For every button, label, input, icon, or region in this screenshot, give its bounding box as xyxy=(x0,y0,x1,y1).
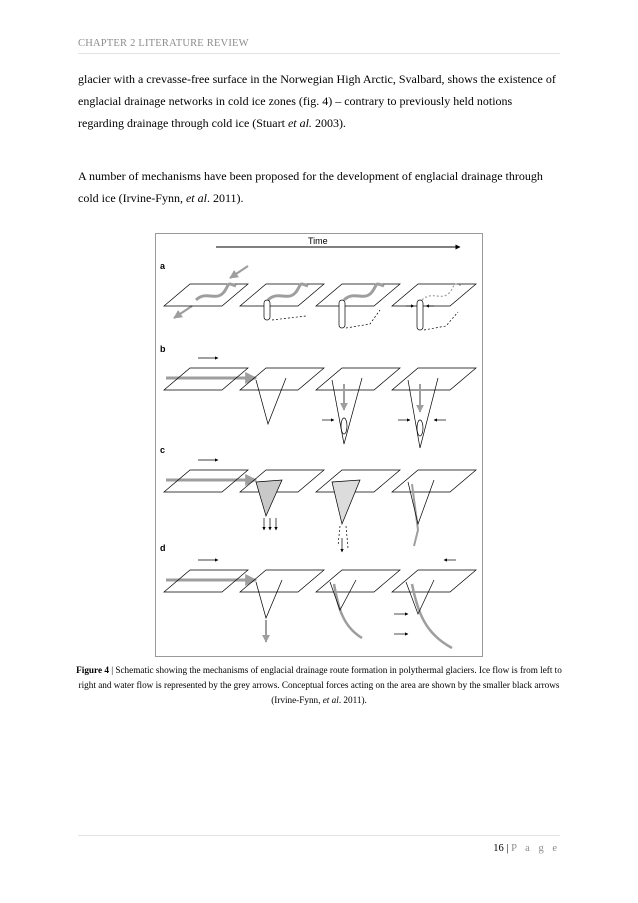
panel-c-dash-3a xyxy=(338,526,340,546)
panel-b-crevasse-3 xyxy=(332,378,362,444)
header-divider xyxy=(78,53,560,54)
panel-label-a: a xyxy=(160,261,166,271)
panel-d xyxy=(164,560,476,648)
panel-a-conduit-3 xyxy=(339,300,345,328)
panel-c-channel-4 xyxy=(412,484,418,546)
panel-b-sheet-3 xyxy=(316,368,400,390)
panel-d-sheet-4 xyxy=(392,570,476,592)
panel-a-conduit-4 xyxy=(417,300,423,330)
figure-caption xyxy=(72,663,566,708)
panel-d-sheet-3 xyxy=(316,570,400,592)
panel-c-wedge-2 xyxy=(256,480,282,516)
panel-a-trace-2 xyxy=(272,316,306,320)
paragraph-1-text-a: glacier with a crevasse-free surface in the Norwegian High Arctic, Svalbard, shows the existence of englacial drainage networks in cold ice zones (fig. 4) – contrary to previously held notions regarding drainage through cold ice (Stuart xyxy=(78,72,556,130)
paragraph-1-text-b: 2003). xyxy=(311,116,346,130)
time-label: Time xyxy=(308,236,328,246)
panel-a-channel-4 xyxy=(422,284,462,300)
panel-d-crevasse-2 xyxy=(256,580,282,618)
panel-d-channel-4 xyxy=(412,584,452,648)
paragraph-2-text-a: A number of mechanisms have been proposed for the development of englacial drainage through cold ice (Irvine-Fynn, xyxy=(78,169,543,205)
panel-a-inflow-arrow xyxy=(230,266,248,278)
panel-b-crevasse-2 xyxy=(256,378,286,424)
panel-c-wedge-3 xyxy=(332,480,360,524)
panel-label-b: b xyxy=(160,344,166,354)
panel-a-trace-4 xyxy=(424,312,458,330)
figure-drawing xyxy=(156,234,482,656)
caption-et-al: et al xyxy=(322,695,339,705)
page-number: 16 xyxy=(493,843,504,854)
panel-a-channel-2 xyxy=(268,284,308,300)
page-footer xyxy=(493,843,560,854)
panel-a-channel-3 xyxy=(344,284,384,300)
panel-c xyxy=(164,460,476,552)
panel-b-conduit-3 xyxy=(341,418,347,434)
body-paragraph-2 xyxy=(78,165,560,209)
paragraph-2-text-b: . 2011). xyxy=(206,191,244,205)
panel-a-outflow-arrow xyxy=(174,306,192,318)
panel-b-crevasse-4 xyxy=(408,378,438,448)
panel-c-dash-3b xyxy=(346,526,348,548)
paragraph-2-et-al: et al xyxy=(185,191,207,205)
panel-a xyxy=(164,266,476,330)
body-paragraph-1 xyxy=(78,68,560,134)
caption-text-b: . 2011). xyxy=(338,695,367,705)
panel-label-c: c xyxy=(160,445,166,455)
panel-d-crevasse-4 xyxy=(406,580,434,614)
figure-4-schematic xyxy=(155,233,483,657)
panel-b-sheet-4 xyxy=(392,368,476,390)
panel-a-conduit-2 xyxy=(264,300,270,320)
panel-b-conduit-4 xyxy=(417,420,423,436)
panel-d-sheet-2 xyxy=(240,570,324,592)
caption-label: Figure 4 xyxy=(76,665,109,675)
panel-a-channel-1 xyxy=(196,284,236,300)
panel-a-trace-3 xyxy=(346,310,380,328)
panel-a-sheet-4 xyxy=(392,284,476,306)
footer-separator: | xyxy=(503,843,512,854)
panel-label-d: d xyxy=(160,543,166,553)
page-word: P a g e xyxy=(511,843,560,854)
running-header: CHAPTER 2 LITERATURE REVIEW xyxy=(78,38,249,49)
panel-b-sheet-2 xyxy=(240,368,324,390)
footer-divider xyxy=(78,835,560,836)
panel-c-sheet-2 xyxy=(240,470,324,492)
panel-b xyxy=(164,358,476,448)
paragraph-1-et-al: et al. xyxy=(287,116,312,130)
caption-text-a: | Schematic showing the mechanisms of englacial drainage route formation in polythermal glaciers. Ice flow is from left to right and water flow is represented by the grey arrows. Conceptual forces acting on the area are shown by the smaller black arrows (Irvine-Fynn, xyxy=(78,665,562,705)
